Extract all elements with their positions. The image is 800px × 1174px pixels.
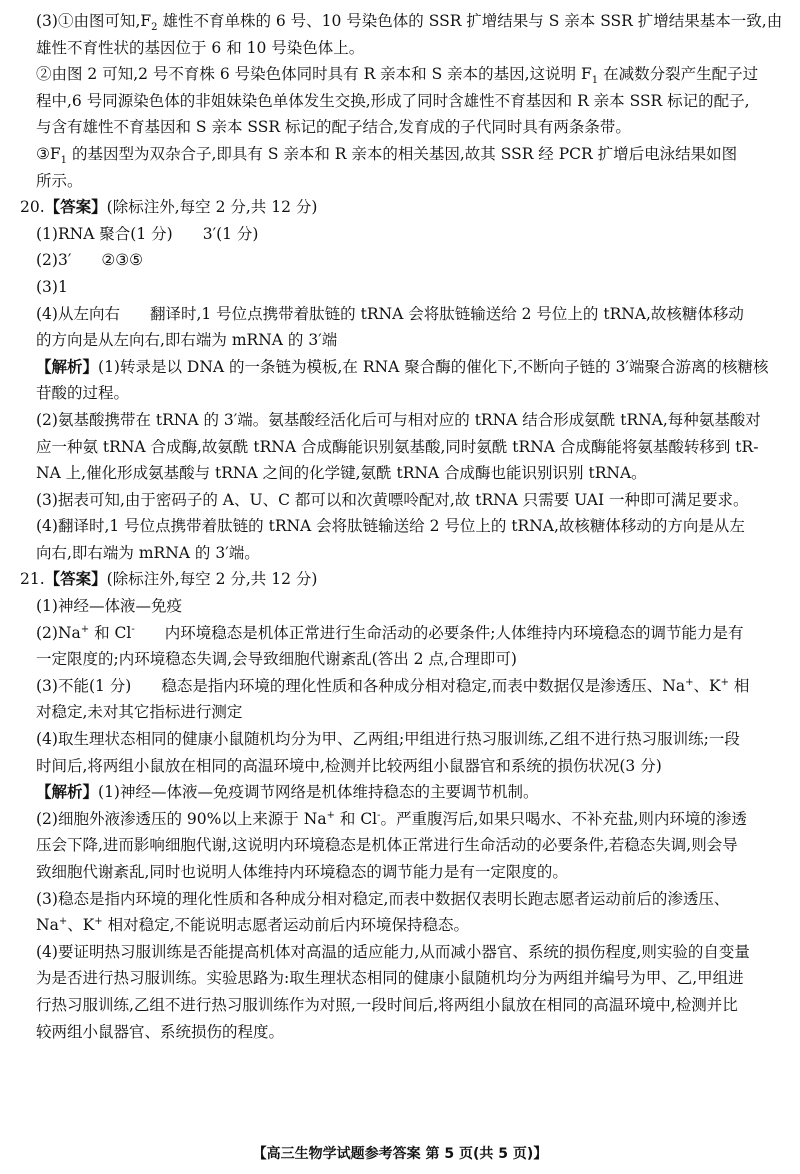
question-number: 20. [20,198,45,217]
text-line: 为是否进行热习服训练。实验思路为:取生理状态相同的健康小鼠随机均分为两组并编号为甲、乙,甲组进 [36,969,744,988]
text-line: 苷酸的过程。 [36,384,130,403]
question-number: 21. [20,570,45,589]
text-line: (3)1 [36,277,68,296]
text-line: 致细胞代谢紊乱,同时也说明人体维持内环境稳态的调节能力是有一定限度的。 [36,863,568,881]
text-line: 时间后,将两组小鼠放在相同的高温环境中,检测并比较两组小鼠器官和系统的损伤状况(3 分) [36,756,662,775]
text-line: (2)Na+ 和 Cl- 内环境稳态是机体正常进行生命活动的必要条件;人体维持内环境稳态的调节能力是有 [36,623,744,642]
text-line: 应一种氨 tRNA 合成酶,故氨酰 tRNA 合成酶能识别氨基酸,同时氨酰 tRNA 合成酶能将氨基酸转移到 tR- [36,437,759,456]
text-line: 向右,即右端为 mRNA 的 3′端。 [36,543,260,562]
text-line: 对稳定,未对其它指标进行测定 [36,703,243,722]
text-line: (4)取生理状态相同的健康小鼠随机均分为甲、乙两组;甲组进行热习服训练,乙组不进行热习服训练;一段 [36,730,740,749]
answer-content [20,8,786,1045]
text-line: 所示。 [36,171,83,190]
text-line: (3)据表可知,由于密码子的 A、U、C 都可以和次黄嘌呤配对,故 tRNA 只需要 UAI 一种即可满足要求。 [36,490,749,509]
text-line: 程中,6 号同源染色体的非姐妹染色单体发生交换,形成了同时含雄性不育基因和 R 亲本 SSR 标记的配子, [36,91,750,110]
text-line: (4)翻译时,1 号位点携带着肽链的 tRNA 会将肽链输送给 2 号位上的 tRNA,故核糖体移动的方向是从左 [36,517,745,536]
text-line: (1)RNA 聚合(1 分) 3′(1 分) [36,224,259,243]
text-line: 行热习服训练,乙组不进行热习服训练作为对照,一段时间后,将两组小鼠放在相同的高温环境中,检测并比 [36,995,738,1014]
page-footer: 【高三生物学试题参考答案 第 5 页(共 5 页)】 [252,1146,548,1162]
text-line: (2)氨基酸携带在 tRNA 的 3′端。氨基酸经活化后可与相对应的 tRNA 结合形成氨酰 tRNA,每种氨基酸对 [36,410,761,429]
text-line: (3)不能(1 分) 稳态是指内环境的理化性质和各种成分相对稳定,而表中数据仅是渗透压、Na+、K+ 相 [36,676,750,695]
answer-tag: 【答案】 [44,570,107,589]
text-line: (3)稳态是指内环境的理化性质和各种成分相对稳定,而表中数据仅表明长跑志愿者运动前后的渗透压、 [36,889,730,908]
text-line: (1)神经—体液—免疫 [36,597,182,616]
text-line: (4)从左向右 翻译时,1 号位点携带着肽链的 tRNA 会将肽链输送给 2 号位上的 tRNA,故核糖体移动 [36,304,744,323]
text-line: 一定限度的;内环境稳态失调,会导致细胞代谢紊乱(答出 2 点,合理即可) [36,650,517,669]
text-line: (3)①由图可知$,F_2$ 雄性不育单株的 6 号、10 号染色体的 SSR 扩增结果与 S 亲本 SSR 扩增结果基本一致,由 [36,12,783,34]
analysis-header: 【解析】(1)神经—体液—免疫调节网络是机体维持稳态的主要调节机制。 [36,783,539,802]
text-line: 雄性不育性状的基因位于 6 和 10 号染色体上。 [36,38,365,57]
analysis-header: 【解析】(1)转录是以 DNA 的一条链为模板,在 RNA 聚合酶的催化下,不断向子链的 3′端聚合游离的核糖核 [36,357,769,376]
analysis-tag: 【解析】 [36,783,99,802]
text-line: (2)3′ ②③⑤ [36,251,144,270]
text-line: 与含有雄性不育基因和 S 亲本 SSR 标记的配子结合,发育成的子代同时具有两条条带。 [36,118,631,137]
text-line: (2)细胞外液渗透压的 90%以上来源于 Na+ 和 Cl-。严重腹泻后,如果只喝水、不补充盐,则内环境的渗透 [36,809,747,828]
text-line: 较两组小鼠器官、系统损伤的程度。 [36,1022,285,1041]
text-line: $③F_1$ 的基因型为双杂合子,即具有 S 亲本和 R 亲本的相关基因,故其 SSR 经 PCR 扩增后电泳结果如图 [36,144,738,167]
text-line: NA 上,催化形成氨基酸与 tRNA 之间的化学键,氨酰 tRNA 合成酶也能识别识别 tRNA。 [36,464,647,483]
question-21-answer-header: 21.【答案】(除标注外,每空 2 分,共 12 分) [20,570,318,589]
question-20-answer-header: 20.【答案】(除标注外,每空 2 分,共 12 分) [20,198,318,217]
text-line: Na+、K+ 相对稳定,不能说明志愿者运动前后内环境保持稳态。 [36,916,470,935]
text-line: 的方向是从左向右,即右端为 mRNA 的 3′端 [36,331,338,350]
text-line: 压会下降,进而影响细胞代谢,这说明内环境稳态是机体正常进行生命活动的必要条件,若稳态失调,则会导 [36,836,738,855]
answer-tag: 【答案】 [44,198,107,217]
text-line: (4)要证明热习服训练是否能提高机体对高温的适应能力,从而减小器官、系统的损伤程度,则实验的自变量 [36,942,750,961]
text-line: ②由图 2 可知,2 号不育株 6 号染色体同时具有 R 亲本和 S 亲本的基因,这说明 $F_1$ 在减数分裂产生配子过 [36,65,759,87]
analysis-tag: 【解析】 [36,357,99,376]
